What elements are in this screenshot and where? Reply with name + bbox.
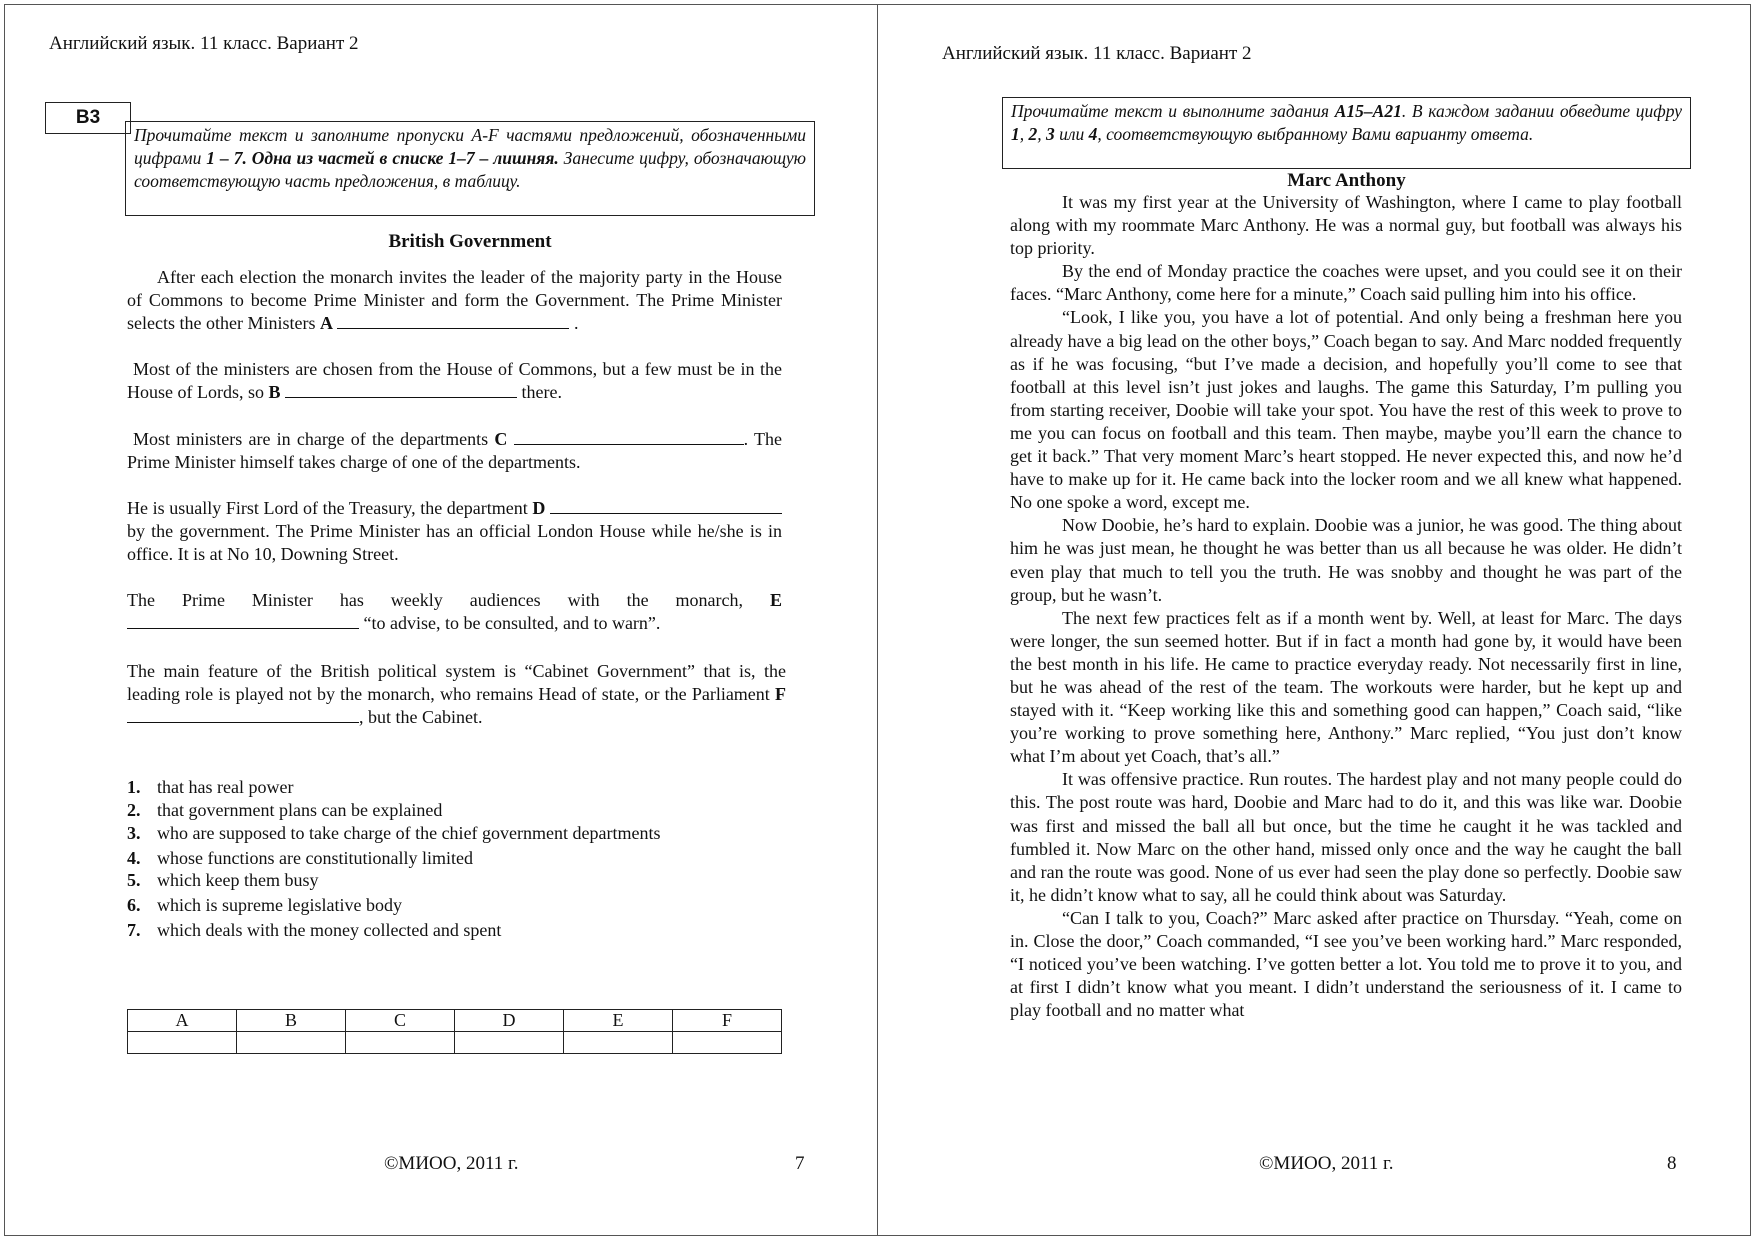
blank-c[interactable] — [514, 428, 744, 445]
story-paragraph: It was my first year at the University of Washington, where I came to play football along with my roommate Marc Anthony. He was a normal guy, but football was always his top priority. — [1010, 192, 1682, 259]
instructions-text-1: Прочитайте текст и заполните пропуски A-F частями предложений, обозначенными цифрами — [134, 125, 806, 168]
paragraph-c: Most ministers are in charge of the departments C . The Prime Minister himself takes charge of one of the departments. — [127, 429, 782, 472]
answer-cell-f[interactable] — [673, 1032, 782, 1054]
answer-cell-e[interactable] — [564, 1032, 673, 1054]
option-7: 7. which deals with the money collected and spent — [127, 920, 502, 940]
left-page-footer: ©МИОО, 2011 г. — [384, 1153, 519, 1174]
r-instr-4: 1 — [1011, 124, 1020, 144]
left-page-header: Английский язык. 11 класс. Вариант 2 — [49, 33, 359, 54]
r-instr-8: 3 — [1046, 124, 1055, 144]
blank-e[interactable] — [127, 612, 359, 629]
right-page-number: 8 — [1667, 1153, 1677, 1174]
option-6: 6. which is supreme legislative body — [127, 895, 402, 915]
answer-header-d: D — [455, 1010, 564, 1032]
option-1: 1. that has real power — [127, 777, 294, 797]
story-paragraph: “Can I talk to you, Coach?” Marc asked after practice on Thursday. “Yeah, come on in. Close the door,” Coach commanded, “I see you’ve been working hard.” Marc responded, “I noticed you’ve been watching. I’ve gotten better a lot. You told me to prove it to you, and at first I didn’t know what you meant. I didn’t understand the seriousness of it. I came to play football and no matter what — [1010, 907, 1682, 1021]
r-instr-11: , соответствующую выбранному Вами варианту ответа. — [1097, 124, 1534, 144]
answer-header-e: E — [564, 1010, 673, 1032]
story-text — [1010, 191, 1682, 1022]
answer-cell-c[interactable] — [346, 1032, 455, 1054]
r-instr-9: или — [1054, 124, 1089, 144]
answer-cell-d[interactable] — [455, 1032, 564, 1054]
option-4: 4. whose functions are constitutionally limited — [127, 848, 473, 868]
right-page-title: Marc Anthony — [1287, 170, 1406, 191]
option-5: 5. which keep them busy — [127, 870, 319, 890]
left-page-number: 7 — [795, 1153, 805, 1174]
option-3: 3. who are supposed to take charge of the chief government departments — [127, 823, 661, 843]
story-paragraph: By the end of Monday practice the coaches were upset, and you could see it on their faces. “Marc Anthony, come here for a minute,” Coach said pulling him into his office. — [1010, 261, 1682, 305]
r-instr-6: 2 — [1028, 124, 1038, 144]
blank-b[interactable] — [285, 381, 517, 398]
story-paragraph: It was offensive practice. Run routes. The hardest play and not many people could do this. The post route was hard, Doobie and Marc had to do it, and this was like war. Doobie was first and missed the ball all but once, but the time he caught it he was tackled and fumbled it. Now Marc on the other hand, missed only once and the way he caught the ball and ran the route was good. None of us ever had seen the play done so perfectly. Doobie saw it, he didn’t know what to say, all he could think about was Saturday. — [1010, 769, 1682, 905]
r-instr-2: A15–A21 — [1334, 101, 1402, 121]
answer-header-b: B — [237, 1010, 346, 1032]
blank-a[interactable] — [337, 312, 569, 329]
r-instr-5: , — [1019, 124, 1029, 144]
r-instr-3: . В каждом задании обведите цифру — [1401, 101, 1682, 121]
r-instr-1: Прочитайте текст и выполните задания — [1011, 101, 1335, 121]
paragraph-f: The main feature of the British political system is “Cabinet Government” that is, the leading role is played not by the monarch, who remains Head of state, or the Parliament F, but the Cabinet. — [127, 661, 786, 727]
right-task-instructions — [1002, 97, 1691, 169]
r-instr-7: , — [1037, 124, 1046, 144]
answer-table-header-row — [128, 1010, 782, 1032]
story-paragraph: Now Doobie, he’s hard to explain. Doobie was a junior, he was good. The thing about him he was just mean, he thought he was better than us all because he was older. He didn’t even play that much to tell you the truth. He was snobby and thought he was part of the group, but he wasn’t. — [1010, 515, 1682, 605]
right-page-footer: ©МИОО, 2011 г. — [1259, 1153, 1394, 1174]
blank-d[interactable] — [550, 497, 782, 514]
instructions-text-3: Занесите цифру, обозначающую соответствующую часть предложения, в таблицу. — [134, 148, 807, 191]
story-paragraph: “Look, I like you, you have a lot of potential. And only being a freshman here you already have a big lead on the other boys,” Coach began to say. And Marc nodded frequently as if he was focusing, “but I’ve made a decision, and hopefully you’ll come to see that football at this level isn’t just jokes and laughs. The game this Saturday, I’m pulling you from starting receiver, Doobie will take your spot. You have the rest of this week to prove to me you can focus on football and this team. Then maybe, maybe you’ll earn the chance to get it back.” That very moment Marc’s heart stopped. He never expected this, and now he’d have to make up for it. He came back into the locker room and we all knew what happened. No one spoke a word, except me. — [1010, 307, 1682, 513]
left-page-title: British Government — [388, 231, 552, 252]
right-page-header: Английский язык. 11 класс. Вариант 2 — [942, 43, 1252, 64]
blank-f[interactable] — [127, 706, 359, 723]
answer-cell-b[interactable] — [237, 1032, 346, 1054]
task-label: B3 — [45, 102, 131, 134]
answer-table — [127, 1009, 782, 1054]
answer-header-f: F — [673, 1010, 782, 1032]
paragraph-a: After each election the monarch invites the leader of the majority party in the House of Commons to become Prime Minister and form the Government. The Prime Minister selects the other Ministers A . — [127, 267, 782, 333]
answer-header-c: C — [346, 1010, 455, 1032]
paragraph-e: The Prime Minister has weekly audiences with the monarch, E “to advise, to be consulted, and to warn”. — [127, 590, 782, 633]
instructions-text-2: 1 – 7. Одна из частей в списке 1–7 – лишняя. — [206, 148, 559, 168]
r-instr-10: 4 — [1088, 124, 1098, 144]
left-task-instructions — [125, 121, 815, 216]
answer-table-input-row — [128, 1032, 782, 1054]
option-2: 2. that government plans can be explained — [127, 800, 443, 820]
answer-cell-a[interactable] — [128, 1032, 237, 1054]
paragraph-d: He is usually First Lord of the Treasury, the department D by the government. The Prime Minister has an official London House while he/she is in office. It is at No 10, Downing Street. — [127, 498, 782, 564]
answer-header-a: A — [128, 1010, 237, 1032]
paragraph-b: Most of the ministers are chosen from the House of Commons, but a few must be in the House of Lords, so B there. — [127, 359, 782, 402]
story-paragraph: The next few practices felt as if a month went by. Well, at least for Marc. The days were longer, the sun seemed hotter. But if in fact a month had gone by, it would have been the best month in his life. He came to practice everyday ready. Not necessarily first in line, but he was ahead of the rest of the team. The workouts were harder, but he kept up and stayed with it. “Keep working like this and something good can happen,” Coach said, “like you’re working to prove something here, Anthony.” Marc replied, “You just don’t know what I’m about yet Coach, that’s all.” — [1010, 607, 1682, 767]
